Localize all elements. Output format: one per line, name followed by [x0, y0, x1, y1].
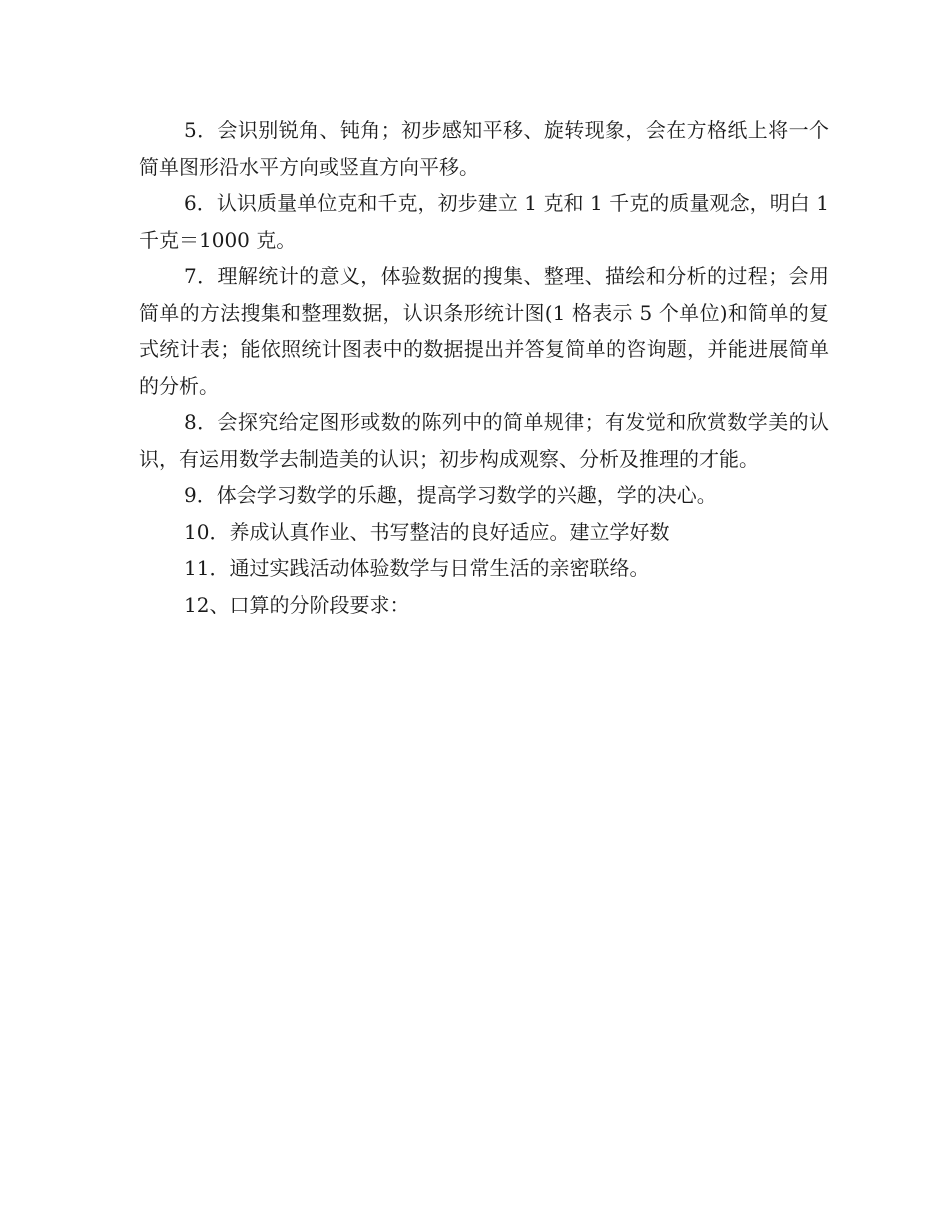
paragraph-item-11: 11．通过实践活动体验数学与日常生活的亲密联络。: [184, 556, 650, 580]
paragraph-item-6: 6．认识质量单位克和千克，初步建立 1 克和 1 千克的质量观念，明白 1 千克＝1000 克。: [139, 191, 829, 252]
paragraph-item-9: 9．体会学习数学的乐趣，提高学习数学的兴趣，学的决心。: [184, 483, 717, 507]
paragraph-item-5: 5．会识别锐角、钝角；初步感知平移、旋转现象，会在方格纸上将一个简单图形沿水平方向或竖直方向平移。: [139, 118, 829, 179]
paragraph-item-10: 10．养成认真作业、书写整洁的良好适应。建立学好数: [184, 519, 670, 544]
paragraph-item-8: 8．会探究给定图形或数的陈列中的简单规律；有发觉和欣赏数学美的认识，有运用数学去制造美的认识；初步构成观察、分析及推理的才能。: [139, 410, 829, 471]
paragraph-item-12: 12、口算的分阶段要求：: [184, 592, 410, 617]
paragraph-item-7: 7．理解统计的意义，体验数据的搜集、整理、描绘和分析的过程；会用简单的方法搜集和整理数据，认识条形统计图(1 格表示 5 个单位)和简单的复式统计表；能依照统计图表中的数据提出并答复简单的咨询题，并能进展简单的分析。: [139, 264, 829, 398]
document-body: [139, 112, 829, 623]
